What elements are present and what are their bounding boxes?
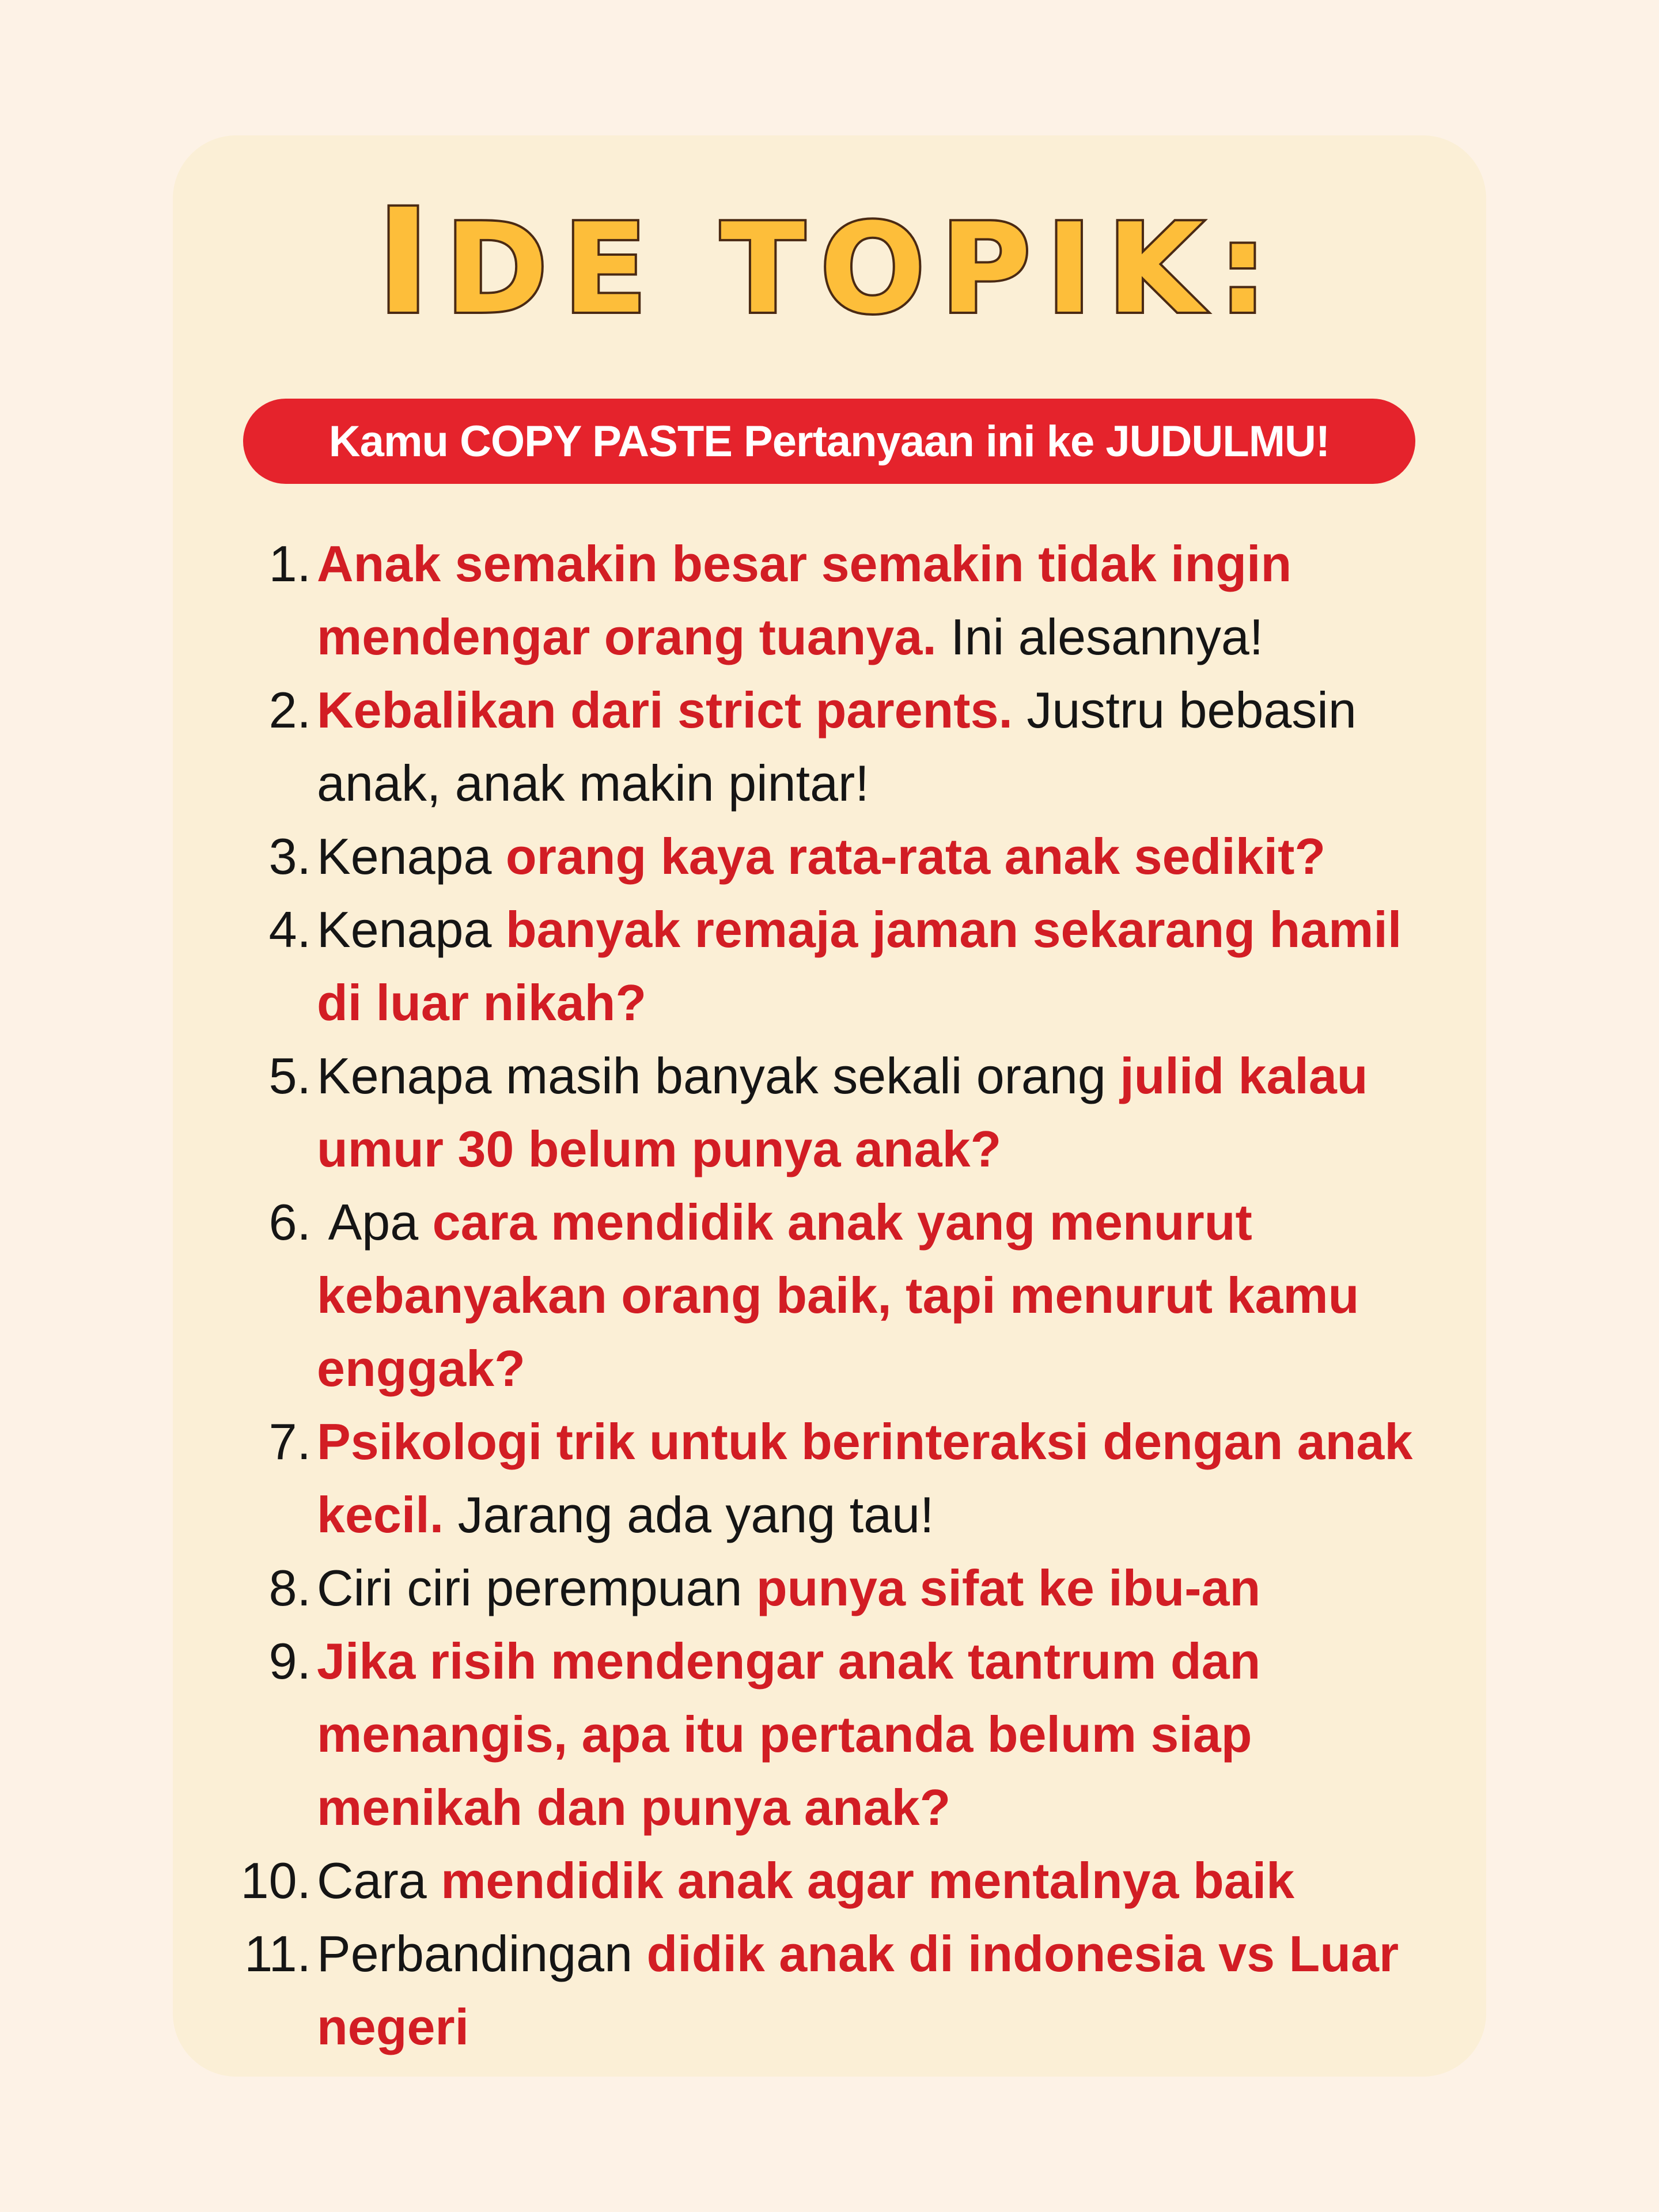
topic-item [219,1624,1486,1844]
topic-line [317,1698,1486,1771]
topic-line [317,1624,1486,1698]
highlight-text: enggak? [317,1340,525,1397]
topic-line [317,1185,1486,1259]
topic-item [219,893,1486,1039]
highlight-text: menangis, apa itu pertanda belum siap [317,1706,1252,1763]
topic-item [219,820,1486,893]
highlight-text: kebanyakan orang baik, tapi menurut kamu [317,1267,1359,1324]
plain-text: Jarang ada yang tau! [444,1486,934,1543]
plain-text: Ini alesannya! [936,608,1264,665]
topic-line [317,1112,1486,1185]
plain-text: Kenapa masih banyak sekali orang [317,1047,1120,1104]
highlight-text: julid kalau [1120,1047,1368,1104]
topic-number: 4. [268,901,311,958]
highlight-text: mendengar orang tuanya. [317,608,937,665]
topic-number: 1. [268,535,311,592]
plain-text: anak, anak makin pintar! [317,755,869,812]
highlight-text: menikah dan punya anak? [317,1779,951,1836]
highlight-text: Psikologi trik untuk berinteraksi dengan anak [317,1413,1413,1470]
topic-line [317,966,1486,1039]
topic-number: 8. [268,1559,311,1616]
topic-item [219,1405,1486,1551]
highlight-text: Kebalikan dari strict parents. [317,681,1013,738]
topic-number: 7. [268,1413,311,1470]
title-rest: DE TOPIK: [445,196,1283,341]
highlight-text: Anak semakin besar semakin tidak ingin [317,535,1292,592]
highlight-text: Jika risih mendengar anak tantrum dan [317,1633,1261,1690]
plain-text: Perbandingan [317,1925,647,1982]
topic-line [317,1771,1486,1844]
plain-text: Cara [317,1852,441,1909]
topic-number: 10. [240,1852,311,1909]
topic-line [317,1478,1486,1551]
topic-item [219,527,1486,673]
topic-line [317,1039,1486,1112]
topic-number: 2. [268,681,311,738]
topic-line [317,1917,1486,1990]
highlight-text: cara mendidik anak yang menurut [432,1194,1252,1251]
highlight-text: umur 30 belum punya anak? [317,1120,1002,1177]
highlight-text: kecil. [317,1486,444,1543]
plain-text: Kenapa [317,828,506,885]
highlight-text: negeri [317,1998,469,2055]
topic-item [219,1917,1486,2063]
topic-line [317,1551,1486,1624]
highlight-text: banyak remaja jaman sekarang hamil [505,901,1402,958]
topic-line [317,1405,1486,1478]
topic-line [317,1259,1486,1332]
instruction-banner: Kamu COPY PASTE Pertanyaan ini ke JUDULMU! [243,399,1415,484]
page-title [0,178,1659,346]
topic-line [317,673,1486,747]
topic-line [317,600,1486,673]
topic-item [219,1039,1486,1185]
title-first-letter: I [376,178,445,346]
topic-number: 9. [268,1633,311,1690]
highlight-text: mendidik anak agar mentalnya baik [441,1852,1295,1909]
topic-item [219,1844,1486,1917]
topic-line [317,1990,1486,2063]
topic-line [317,820,1486,893]
highlight-text: didik anak di indonesia vs Luar [646,1925,1399,1982]
topic-number: 3. [268,828,311,885]
highlight-text: punya sifat ke ibu-an [756,1559,1261,1616]
topic-line [317,1332,1486,1405]
topic-item [219,1185,1486,1405]
plain-text: Apa [317,1194,433,1251]
topic-line [317,893,1486,966]
plain-text: Ciri ciri perempuan [317,1559,756,1616]
topic-line [317,527,1486,600]
topic-line [317,1844,1486,1917]
topic-line [317,747,1486,820]
topic-number: 5. [268,1047,311,1104]
topic-list [219,527,1486,2063]
plain-text: Justru bebasin [1012,681,1357,738]
topic-item [219,673,1486,820]
plain-text: Kenapa [317,901,506,958]
highlight-text: orang kaya rata-rata anak sedikit? [505,828,1326,885]
topic-item [219,1551,1486,1624]
topic-number: 11. [244,1925,311,1982]
topic-number: 6. [268,1194,311,1251]
highlight-text: di luar nikah? [317,974,647,1031]
